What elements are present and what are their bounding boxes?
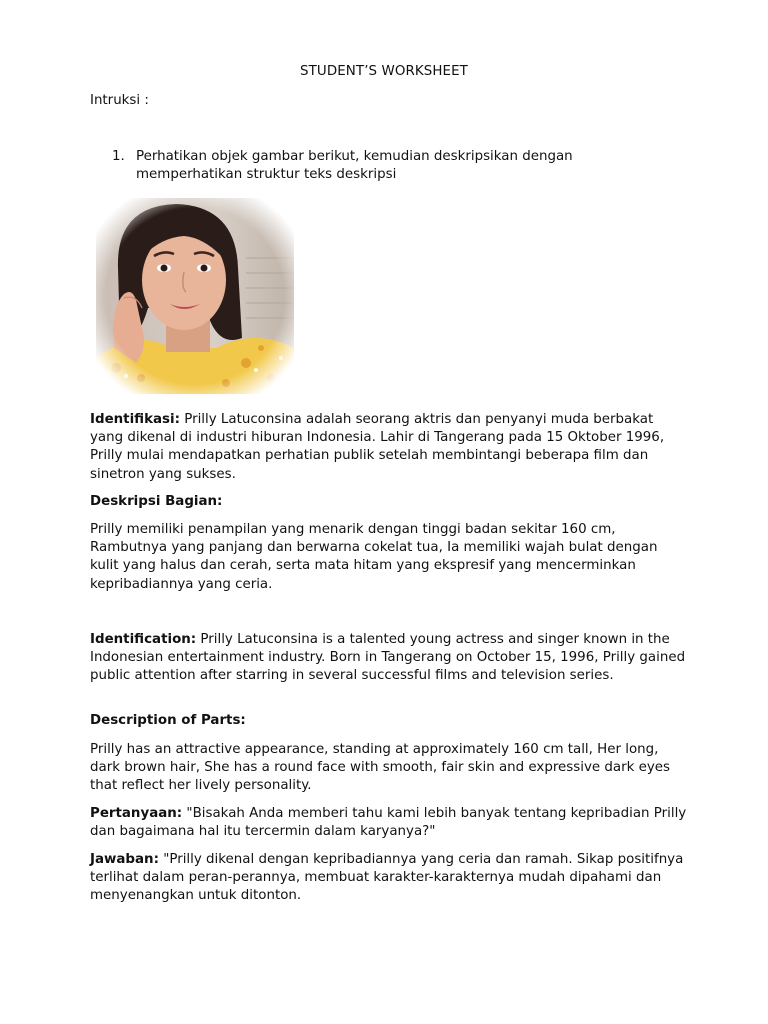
answer-text: "Prilly dikenal dengan kepribadiannya yang ceria dan ramah. Sikap positifnya terlihat dalam peran-perannya, membuat karakter-karakternya mudah dipahami dan menyenangkan untuk ditonton. (90, 852, 684, 904)
instruction-label: Intruksi : (90, 93, 149, 108)
identifikasi-label: Identifikasi: (90, 412, 180, 427)
identifikasi-text: Prilly Latuconsina adalah seorang aktris dan penyanyi muda berbakat yang dikenal di industri hiburan Indonesia. Lahir di Tangerang pada 15 Oktober 1996, Prilly mulai mendapatkan perhatian publik setelah membintangi beberapa film dan sinetron yang sukses. (90, 412, 665, 482)
question-paragraph (90, 805, 690, 841)
description-of-parts-paragraph: Prilly has an attractive appearance, standing at approximately 160 cm tall, Her long, dark brown hair, She has a round face with smooth, fair skin and expressive dark eyes that reflect her lively personality. (90, 742, 670, 794)
answer-paragraph (90, 851, 690, 906)
task-item (112, 148, 632, 184)
identification-text: Prilly Latuconsina is a talented young actress and singer known in the Indonesian entertainment industry. Born in Tangerang on October 15, 1996, Prilly gained public attention after starring in several successful films and television series. (90, 632, 686, 684)
task-text: Perhatikan objek gambar berikut, kemudian deskripsikan dengan memperhatikan struktur teks deskripsi (136, 149, 573, 182)
page-title: STUDENT’S WORKSHEET (300, 64, 468, 79)
identifikasi-paragraph (90, 411, 690, 484)
portrait-photo-image (96, 198, 294, 394)
identification-paragraph (90, 631, 690, 686)
task-number: 1. (112, 149, 125, 164)
deskripsi-bagian-paragraph: Prilly memiliki penampilan yang menarik dengan tinggi badan sekitar 160 cm, Rambutnya yang panjang dan berwarna cokelat tua, Ia memiliki wajah bulat dengan kulit yang halus dan cerah, serta mata hitam yang ekspresif yang mencerminkan kepribadiannya yang ceria. (90, 522, 658, 592)
question-label: Pertanyaan: (90, 806, 183, 821)
question-text: "Bisakah Anda memberi tahu kami lebih banyak tentang kepribadian Prilly dan bagaimana hal itu tercermin dalam karyanya?" (90, 806, 687, 840)
identification-label: Identification: (90, 632, 197, 647)
deskripsi-bagian-heading: Deskripsi Bagian: (90, 494, 223, 509)
description-of-parts-heading: Description of Parts: (90, 713, 246, 728)
answer-label: Jawaban: (90, 852, 159, 867)
portrait-photo (96, 198, 294, 394)
